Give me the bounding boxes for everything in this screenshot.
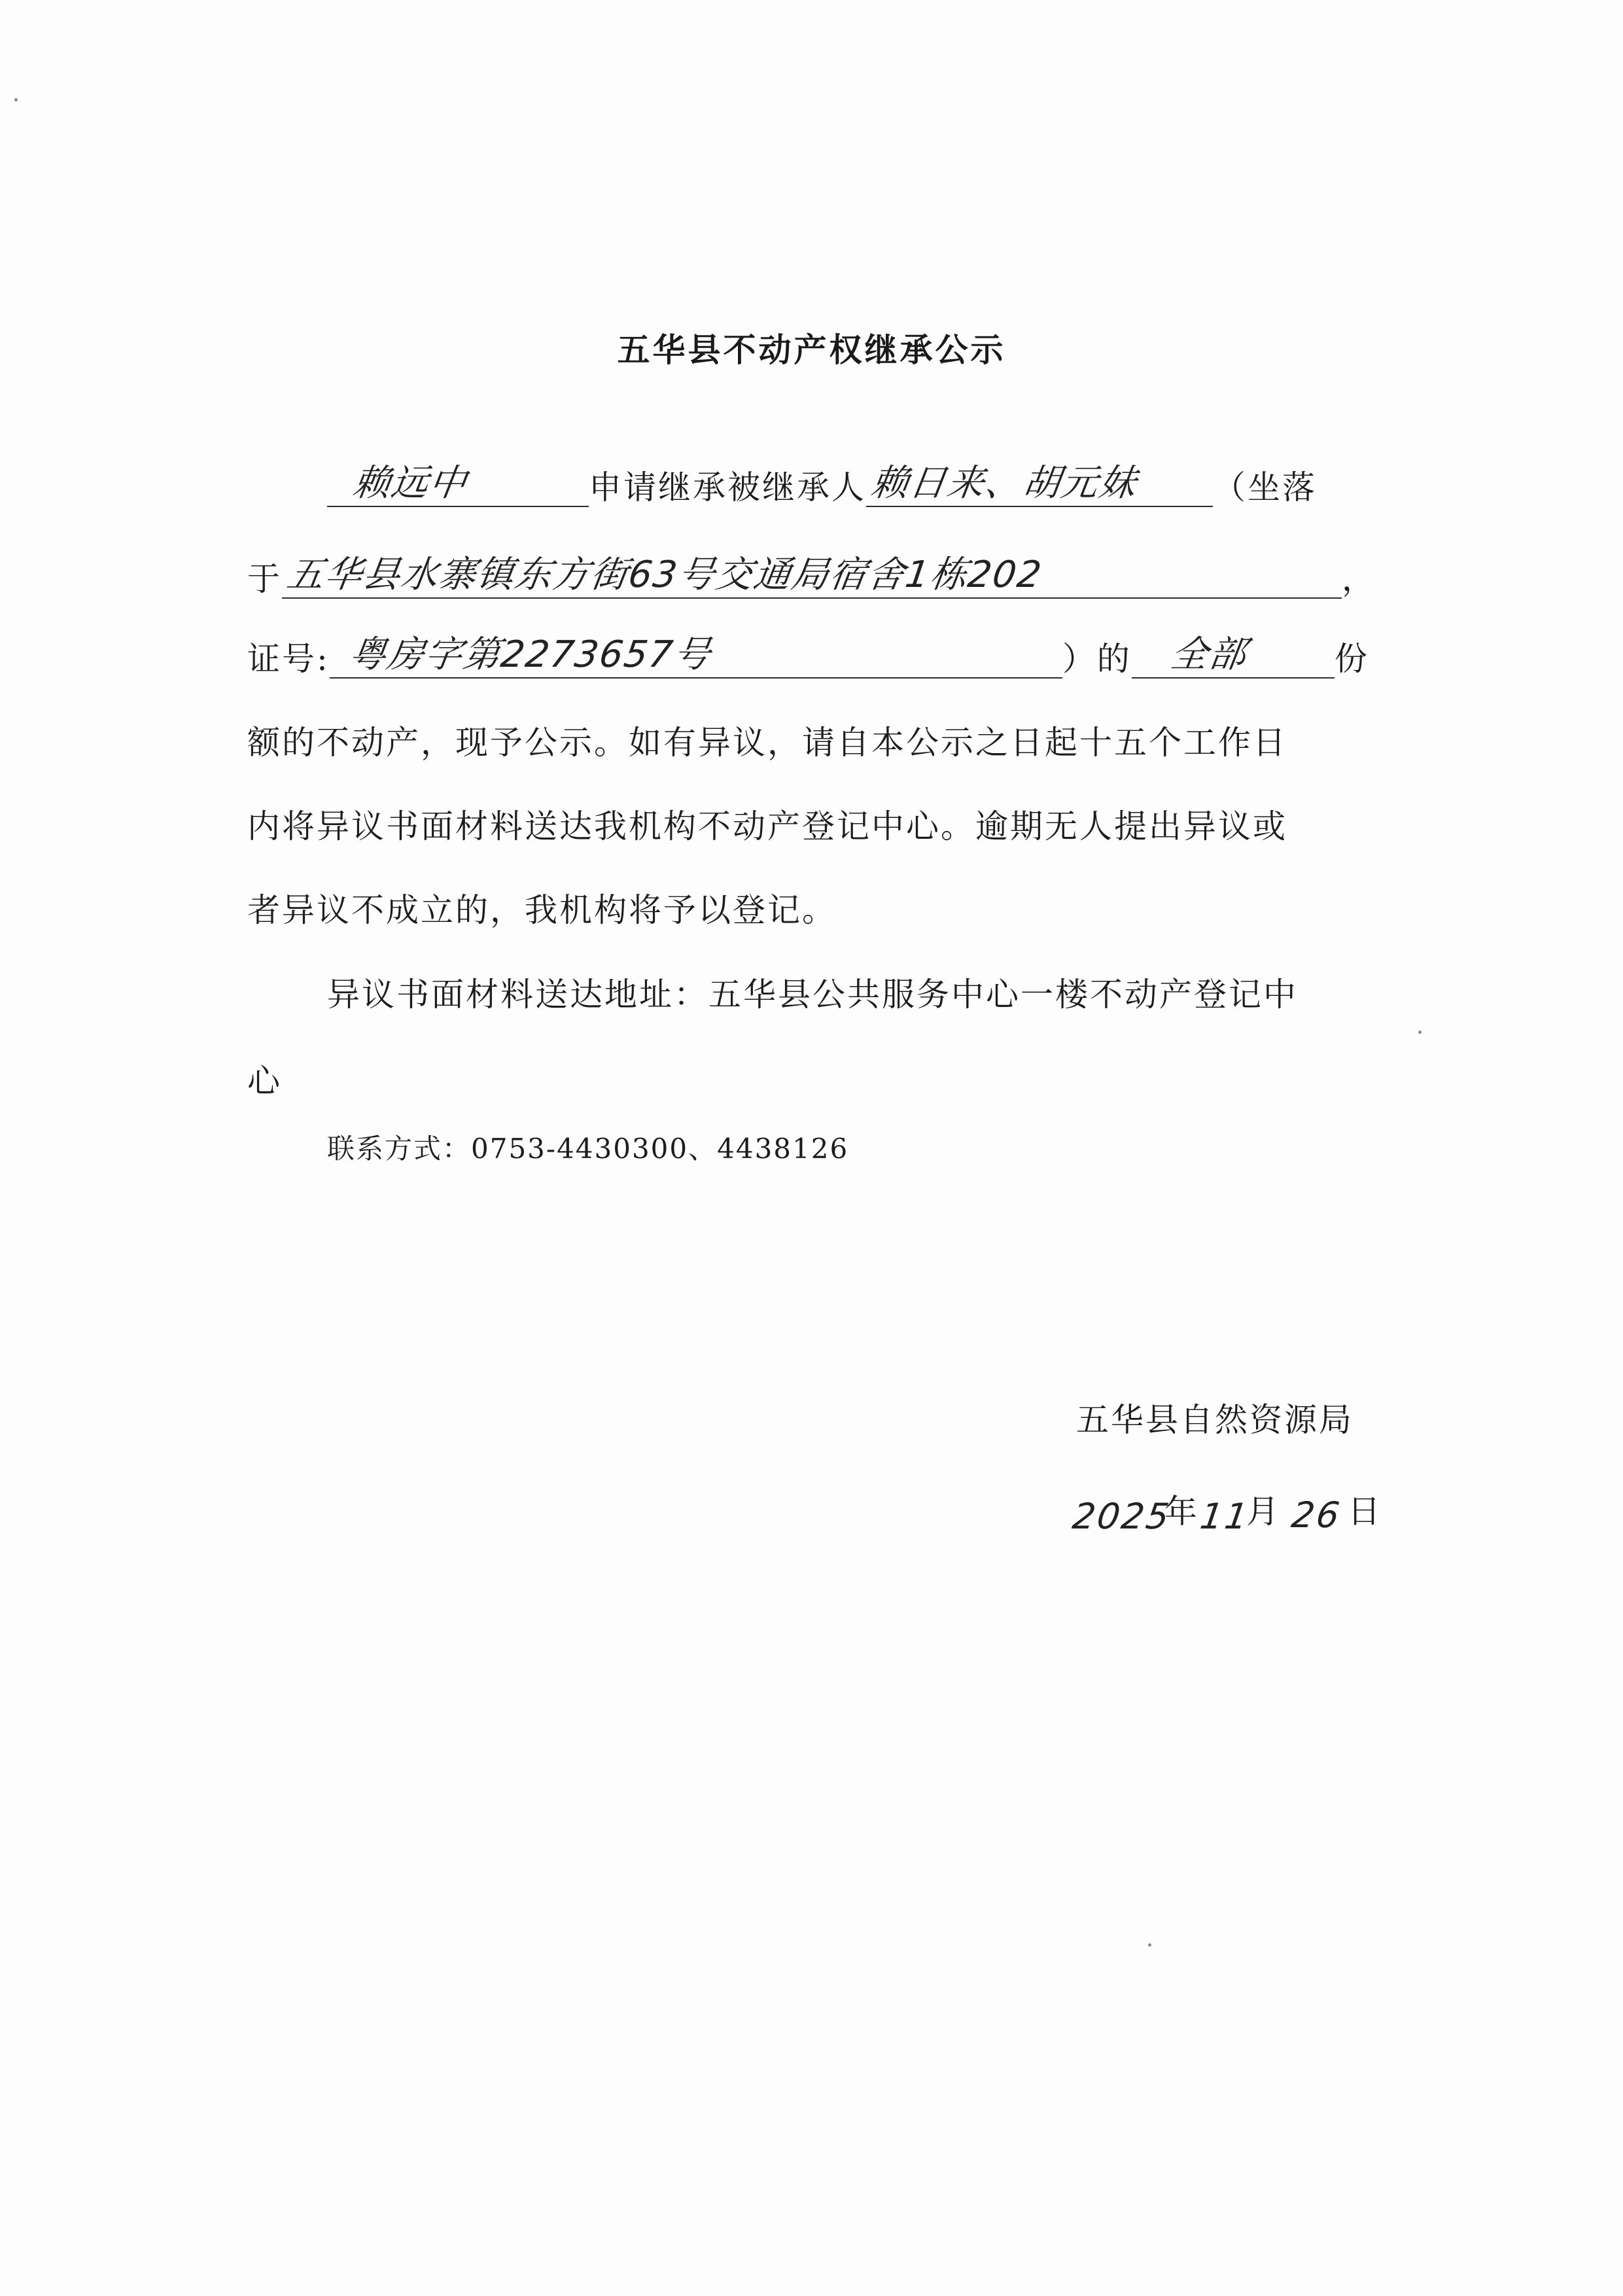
notice-line-3 — [247, 633, 1369, 679]
date-month-label: 月 — [1246, 1492, 1281, 1530]
notice-line-1 — [327, 462, 1317, 507]
property-address: 五华县水寨镇东方街63号交通局宿舍1栋202 — [284, 554, 1045, 596]
apply-text: 申请继承被继承人 — [589, 468, 866, 506]
date-year-label: 年 — [1164, 1492, 1199, 1530]
scan-speck — [1148, 1943, 1151, 1947]
contact-info: 联系方式：0753-4430300、4438126 — [327, 1133, 849, 1165]
notice-line-2 — [247, 554, 1376, 599]
fen-text: 份 — [1334, 640, 1369, 678]
deceased-blank — [866, 462, 1213, 507]
date-month: 11 — [1197, 1496, 1253, 1537]
objection-address-line: 异议书面材料送达地址：五华县公共服务中心一楼不动产登记中 — [327, 976, 1298, 1014]
notice-date — [1070, 1492, 1382, 1538]
deceased-names: 赖日来、胡元妹 — [868, 462, 1140, 504]
date-day: 26 — [1289, 1494, 1344, 1536]
date-day-label: 日 — [1348, 1492, 1382, 1530]
cert-blank — [330, 633, 1062, 679]
notice-line-4: 额的不动产，现予公示。如有异议，请自本公示之日起十五个工作日 — [247, 724, 1287, 762]
scan-speck — [14, 98, 18, 101]
cert-label: 证号: — [247, 640, 330, 678]
de-text: ）的 — [1062, 640, 1132, 678]
scan-speck — [1418, 1031, 1422, 1034]
applicant-name: 赖远中 — [350, 462, 470, 504]
cert-number: 粤房字第2273657号 — [346, 633, 714, 676]
applicant-blank — [327, 462, 589, 507]
yu-text: 于 — [247, 560, 282, 598]
notice-title: 五华县不动产权继承公示 — [617, 331, 1006, 369]
location-open-text: （坐落 — [1213, 468, 1317, 506]
notice-line-6: 者异议不成立的，我机构将予以登记。 — [247, 891, 837, 929]
issuing-organization: 五华县自然资源局 — [1076, 1401, 1353, 1439]
date-year: 2025 — [1070, 1496, 1174, 1537]
objection-address-tail: 心 — [247, 1062, 282, 1100]
share-value: 全部 — [1168, 633, 1250, 676]
notice-line-5: 内将异议书面材料送达我机构不动产登记中心。逾期无人提出异议或 — [247, 807, 1287, 845]
address-blank — [282, 554, 1342, 599]
comma-text: ， — [1342, 560, 1376, 598]
share-blank — [1132, 633, 1335, 679]
